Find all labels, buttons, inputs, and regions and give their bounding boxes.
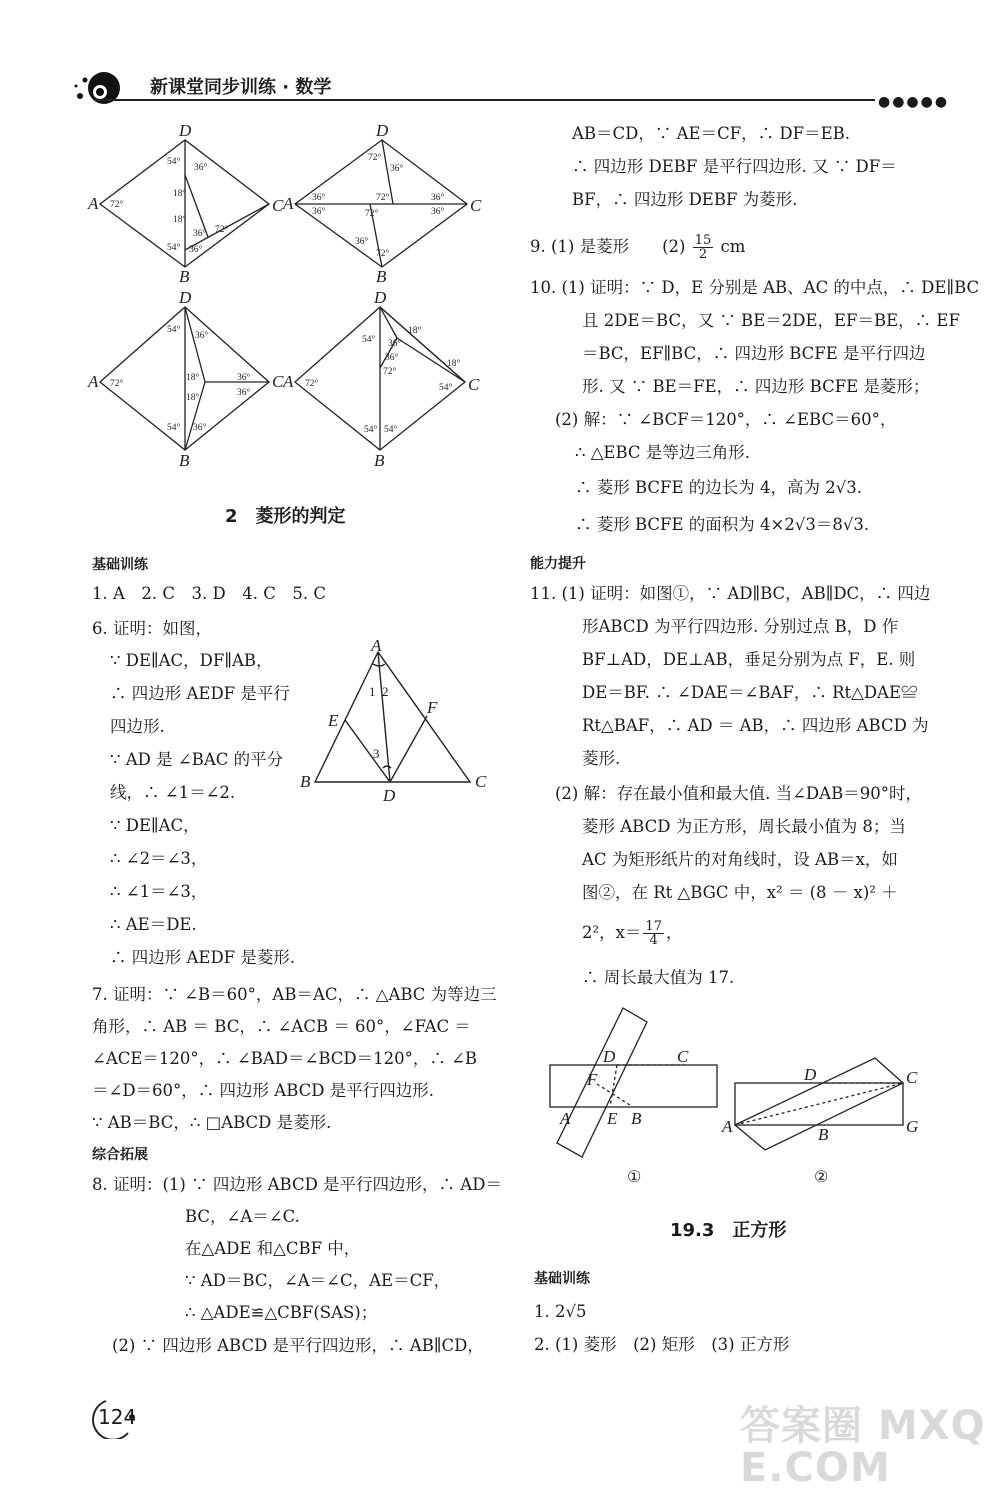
q11-line: (2) 解：存在最小值和最大值. 当∠DAB＝90°时， bbox=[555, 784, 922, 803]
fig6-label-D: D bbox=[383, 786, 396, 805]
d2-angle: 36° bbox=[431, 207, 445, 217]
d4-angle: 36° bbox=[385, 353, 399, 363]
fig6-angle-3: 3 bbox=[373, 746, 380, 761]
q7-line: ＝∠D＝60°，∴ 四边形 ABCD 是平行四边形. bbox=[92, 1081, 434, 1100]
d2-angle: 36° bbox=[312, 207, 326, 217]
q7-line: ∵ AB＝BC，∴ □ABCD 是菱形. bbox=[92, 1113, 332, 1132]
d2-label-A: A bbox=[283, 194, 294, 213]
header-title: 新课堂同步训练 · 数学 bbox=[150, 77, 332, 98]
d3-angle: 36° bbox=[237, 388, 251, 398]
fig1-caption: ① bbox=[627, 1169, 642, 1186]
q11-line: 菱形 ABCD 为正方形，周长最小值为 8；当 bbox=[582, 817, 906, 836]
fig1-label-F: F bbox=[587, 1070, 598, 1089]
q10-line: (2) 解：∵ ∠BCF＝120°，∴ ∠EBC＝60°， bbox=[555, 410, 897, 429]
q10-line: 10. (1) 证明：∵ D，E 分别是 AB、AC 的中点，∴ DE∥BC bbox=[530, 278, 980, 297]
d3-angle: 36° bbox=[237, 373, 251, 383]
q6-line: ∵ DE∥AC，DF∥AB， bbox=[110, 651, 273, 670]
q11-fraction bbox=[643, 920, 664, 947]
q10-line: ∴ △EBC 是等边三角形. bbox=[575, 443, 751, 462]
fig2-label-D: D bbox=[804, 1065, 817, 1084]
watermark: 答案圈 MXQE.COM bbox=[740, 1405, 986, 1489]
q11-line: DE＝BF. ∴ ∠DAE＝∠BAF，∴ Rt△DAE≌ bbox=[582, 683, 918, 702]
q8-cont-line: BF，∴ 四边形 DEBF 为菱形. bbox=[572, 190, 798, 209]
d2-angle: 36° bbox=[312, 193, 326, 203]
section-title-square: 19.3 正方形 bbox=[670, 1220, 787, 1241]
q6-line: 四边形. bbox=[110, 717, 165, 736]
d3-angle: 18° bbox=[186, 393, 200, 403]
q8-line: ∴ △ADE≌△CBF(SAS)； bbox=[185, 1303, 378, 1322]
square-q2: 2. (1) 菱形 (2) 矩形 (3) 正方形 bbox=[534, 1335, 790, 1354]
d4-label-D: D bbox=[374, 288, 387, 307]
d2-angle: 36° bbox=[390, 164, 404, 174]
q8-line: 8. 证明：(1) ∵ 四边形 ABCD 是平行四边形，∴ AD＝ bbox=[92, 1175, 502, 1194]
q6-triangle-figure bbox=[295, 640, 500, 805]
d1-angle: 36° bbox=[193, 229, 207, 239]
d4-angle: 54° bbox=[364, 425, 378, 435]
q9-den: 2 bbox=[698, 247, 708, 262]
q9-prefix: 9. (1) 是菱形 (2) bbox=[530, 237, 686, 256]
d3-label-A: A bbox=[88, 372, 99, 391]
fig2-label-A: A bbox=[722, 1117, 733, 1136]
q8-line: (2) ∵ 四边形 ABCD 是平行四边形，∴ AB∥CD， bbox=[112, 1336, 484, 1355]
q8-cont-line: AB＝CD，∵ AE＝CF，∴ DF＝EB. bbox=[572, 124, 851, 143]
q8-cont-line: ∴ 四边形 DEBF 是平行四边形. 又 ∵ DF＝ bbox=[572, 157, 897, 176]
fig6-label-C: C bbox=[475, 772, 487, 791]
page-number: 124 bbox=[98, 1405, 137, 1429]
d2-angle: 36° bbox=[431, 193, 445, 203]
d4-angle: 36° bbox=[388, 339, 402, 349]
d3-label-B: B bbox=[179, 451, 190, 470]
fig2-label-C: C bbox=[906, 1068, 918, 1087]
q7-line: ∠ACE＝120°，∴ ∠BAD＝∠BCD＝120°，∴ ∠B bbox=[92, 1049, 478, 1068]
q10-line: ∴ 菱形 BCFE 的边长为 4，高为 2√3. bbox=[575, 478, 863, 497]
q11-tail bbox=[582, 915, 682, 951]
fig6-label-B: B bbox=[300, 772, 311, 791]
q11-figure-2 bbox=[720, 1048, 930, 1193]
d1-angle: 72° bbox=[215, 225, 229, 235]
d1-angle: 18° bbox=[173, 215, 187, 225]
d2-label-B: B bbox=[376, 267, 387, 286]
fig6-angle-2: 2 bbox=[382, 684, 389, 699]
d1-label-B: B bbox=[179, 267, 190, 286]
d1-label-D: D bbox=[179, 121, 192, 140]
d2-angle: 72° bbox=[376, 193, 390, 203]
q9-answer bbox=[530, 230, 745, 264]
q11-line: 图②，在 Rt △BGC 中，x² ＝ (8 － x)² ＋ bbox=[582, 883, 898, 902]
q11-num: 17 bbox=[645, 919, 662, 934]
q11-line: BF⊥AD，DE⊥AB，垂足分别为点 F，E. 则 bbox=[582, 650, 916, 669]
d4-angle: 72° bbox=[305, 379, 319, 389]
d4-label-C: C bbox=[468, 375, 480, 394]
q6-line: ∴ ∠1＝∠3， bbox=[110, 882, 208, 901]
basic-training-label: 基础训练 bbox=[92, 557, 148, 573]
fig2-label-B: B bbox=[818, 1125, 829, 1144]
header-dots: ●●●●● bbox=[878, 94, 950, 110]
d1-angle: 54° bbox=[167, 243, 181, 253]
q11-figure-1 bbox=[535, 1000, 735, 1195]
d2-angle: 72° bbox=[365, 209, 379, 219]
q11-line: Rt△BAF，∴ AD ＝ AB，∴ 四边形 ABCD 为 bbox=[582, 716, 929, 735]
d3-angle: 54° bbox=[167, 325, 181, 335]
d4-angle: 72° bbox=[383, 367, 397, 377]
q11-last: ∴ 周长最大值为 17. bbox=[582, 968, 735, 987]
q8-line: BC，∠A＝∠C. bbox=[185, 1207, 300, 1226]
header-rule bbox=[95, 99, 875, 101]
q6-line: ∴ 四边形 AEDF 是菱形. bbox=[110, 948, 296, 967]
q9-num: 15 bbox=[694, 233, 712, 248]
section-title-rhombus-criteria: 2 菱形的判定 bbox=[225, 506, 346, 527]
d2-angle: 72° bbox=[376, 249, 390, 259]
q8-line: 在△ADE 和△CBF 中， bbox=[185, 1239, 361, 1258]
square-q1: 1. 2√5 bbox=[534, 1302, 587, 1321]
q11-line: 形ABCD 为平行四边形. 分别过点 B，D 作 bbox=[582, 617, 899, 636]
q11-tail-prefix: 2²，x＝ bbox=[582, 923, 642, 942]
fig1-label-C: C bbox=[677, 1047, 689, 1066]
d1-angle: 36° bbox=[194, 163, 208, 173]
d4-angle: 54° bbox=[362, 335, 376, 345]
fig1-label-A: A bbox=[560, 1109, 571, 1128]
q7-line: 角形，∴ AB ＝ BC，∴ ∠ACB ＝ 60°，∠FAC ＝ bbox=[92, 1017, 471, 1036]
d4-angle: 18° bbox=[408, 326, 422, 336]
page-number-badge bbox=[92, 1395, 152, 1439]
d3-angle: 36° bbox=[195, 331, 209, 341]
d2-label-D: D bbox=[376, 121, 389, 140]
extension-label: 综合拓展 bbox=[92, 1147, 148, 1163]
header-logo bbox=[70, 66, 130, 110]
q8-line: ∵ AD＝BC，∠A＝∠C，AE＝CF， bbox=[185, 1271, 451, 1290]
d4-angle: 54° bbox=[384, 425, 398, 435]
basic-training-label-2: 基础训练 bbox=[534, 1271, 590, 1287]
d1-angle: 36° bbox=[189, 245, 203, 255]
q9-unit: cm bbox=[720, 237, 746, 256]
fig1-label-B: B bbox=[631, 1109, 642, 1128]
fig1-label-D: D bbox=[603, 1047, 616, 1066]
q6-line: ∴ 四边形 AEDF 是平行 bbox=[110, 684, 290, 703]
q6-line: ∵ DE∥AC， bbox=[110, 816, 200, 835]
fig6-label-A: A bbox=[371, 640, 382, 655]
d2-angle: 72° bbox=[368, 153, 382, 163]
q10-line: ＝BC，EF∥BC，∴ 四边形 BCFE 是平行四边 bbox=[582, 344, 926, 363]
fig2-label-G: G bbox=[906, 1117, 919, 1136]
d3-label-D: D bbox=[179, 288, 192, 307]
d3-angle: 18° bbox=[186, 373, 200, 383]
fig6-angle-1: 1 bbox=[369, 684, 376, 699]
d2-angle: 36° bbox=[355, 237, 369, 247]
d1-angle: 54° bbox=[167, 157, 181, 167]
d2-label-C: C bbox=[470, 196, 482, 215]
d4-label-A: A bbox=[283, 372, 294, 391]
fig1-label-E: E bbox=[607, 1109, 618, 1128]
q11-line: 11. (1) 证明：如图①，∵ AD∥BC，AB∥DC，∴ 四边 bbox=[530, 584, 931, 603]
rhombus-diagrams bbox=[85, 120, 495, 470]
fig2-caption: ② bbox=[814, 1169, 829, 1186]
q11-line: 菱形. bbox=[582, 749, 621, 768]
q10-line: 形. 又 ∵ BE＝FE，∴ 四边形 BCFE 是菱形； bbox=[582, 377, 930, 396]
q10-line: 且 2DE＝BC，又 ∵ BE＝2DE，EF＝BE，∴ EF bbox=[582, 311, 960, 330]
answers-1-5: 1. A 2. C 3. D 4. C 5. C bbox=[92, 584, 326, 603]
d1-label-A: A bbox=[88, 194, 99, 213]
d4-angle: 54° bbox=[439, 383, 453, 393]
d4-label-B: B bbox=[374, 451, 385, 470]
d4-angle: 18° bbox=[447, 359, 461, 369]
q7-line: 7. 证明：∵ ∠B＝60°，AB＝AC，∴ △ABC 为等边三 bbox=[92, 985, 497, 1004]
d3-angle: 36° bbox=[193, 423, 207, 433]
q6-line: ∴ AE＝DE. bbox=[110, 915, 197, 934]
fig6-label-E: E bbox=[328, 711, 339, 730]
d1-angle: 18° bbox=[173, 189, 187, 199]
q11-tail-suffix: ， bbox=[665, 923, 683, 942]
q9-fraction bbox=[693, 234, 714, 261]
q11-den: 4 bbox=[649, 933, 658, 948]
q11-line: AC 为矩形纸片的对角线时，设 AB＝x，如 bbox=[582, 850, 898, 869]
q10-line: ∴ 菱形 BCFE 的面积为 4×2√3＝8√3. bbox=[575, 515, 870, 534]
d3-angle: 54° bbox=[167, 423, 181, 433]
d1-angle: 72° bbox=[110, 200, 124, 210]
d3-angle: 72° bbox=[110, 379, 124, 389]
ability-label: 能力提升 bbox=[530, 556, 586, 572]
d3-label-C: C bbox=[272, 372, 284, 391]
q6-line: ∵ AD 是 ∠BAC 的平分 bbox=[110, 750, 284, 769]
d1-label-C: C bbox=[272, 196, 284, 215]
fig6-label-F: F bbox=[427, 698, 438, 717]
q6-line: 6. 证明：如图， bbox=[92, 619, 212, 638]
q6-line: 线，∴ ∠1＝∠2. bbox=[110, 783, 236, 802]
q6-line: ∴ ∠2＝∠3， bbox=[110, 849, 208, 868]
logo-icon bbox=[70, 66, 130, 110]
